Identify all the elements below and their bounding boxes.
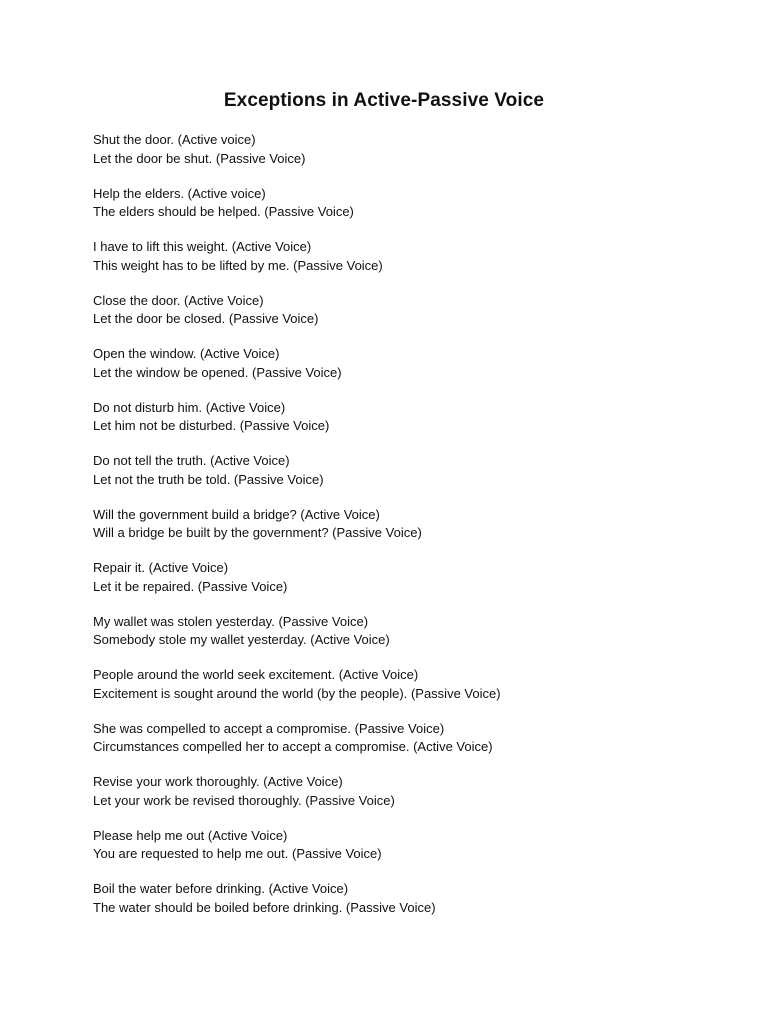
first-sentence: Do not tell the truth. (Active Voice) [93,453,290,468]
first-sentence: I have to lift this weight. (Active Voice) [93,239,312,254]
first-sentence: My wallet was stolen yesterday. (Passive Voice) [93,613,369,629]
second-sentence: Circumstances compelled her to accept a compromise. (Active Voice) [93,739,493,754]
sentence-pair [93,185,713,239]
page-title: Exceptions in Active-Passive Voice [223,90,545,111]
sentence-pair [93,880,713,934]
first-sentence: Repair it. (Active Voice) [93,560,229,575]
sentence-pairs [93,131,713,934]
sentence-pair [93,399,713,453]
second-sentence: This weight has to be lifted by me. (Passive Voice) [93,257,383,273]
first-sentence: People around the world seek excitement. (Active Voice) [93,667,419,682]
first-sentence: Open the window. (Active Voice) [93,346,280,361]
sentence-pair [93,452,713,506]
sentence-pair [93,720,713,774]
sentence-pair [93,238,713,292]
second-sentence: Somebody stole my wallet yesterday. (Active Voice) [93,632,390,647]
sentence-pair [93,345,713,399]
second-sentence: The elders should be helped. (Passive Voice) [93,204,354,219]
sentence-pair [93,506,713,560]
sentence-pair [93,773,713,827]
first-sentence: Shut the door. (Active voice) [93,132,256,147]
sentence-pair [93,827,713,881]
second-sentence: Excitement is sought around the world (by the people). (Passive Voice) [93,685,501,701]
first-sentence: Help the elders. (Active voice) [93,185,266,201]
sentence-pair [93,559,713,613]
first-sentence: She was compelled to accept a compromise. (Passive Voice) [93,720,445,736]
second-sentence: Will a bridge be built by the government? (Passive Voice) [93,525,422,540]
sentence-pair [93,292,713,346]
second-sentence: Let not the truth be told. (Passive Voice) [93,471,324,487]
second-sentence: Let the window be opened. (Passive Voice) [93,364,342,380]
second-sentence: Let your work be revised thoroughly. (Passive Voice) [93,792,395,808]
first-sentence: Do not disturb him. (Active Voice) [93,399,286,415]
second-sentence: Let it be repaired. (Passive Voice) [93,578,288,594]
second-sentence: The water should be boiled before drinking. (Passive Voice) [93,899,436,915]
sentence-pair [93,613,713,667]
second-sentence: Let him not be disturbed. (Passive Voice) [93,418,330,433]
first-sentence: Boil the water before drinking. (Active Voice) [93,881,349,896]
first-sentence: Please help me out (Active Voice) [93,827,288,843]
second-sentence: Let the door be closed. (Passive Voice) [93,311,319,326]
second-sentence: You are requested to help me out. (Passive Voice) [93,846,382,861]
first-sentence: Will the government build a bridge? (Active Voice) [93,506,380,522]
first-sentence: Revise your work thoroughly. (Active Voice) [93,774,343,789]
second-sentence: Let the door be shut. (Passive Voice) [93,150,306,166]
sentence-pair [93,666,713,720]
first-sentence: Close the door. (Active Voice) [93,292,264,308]
sentence-pair [93,131,713,185]
